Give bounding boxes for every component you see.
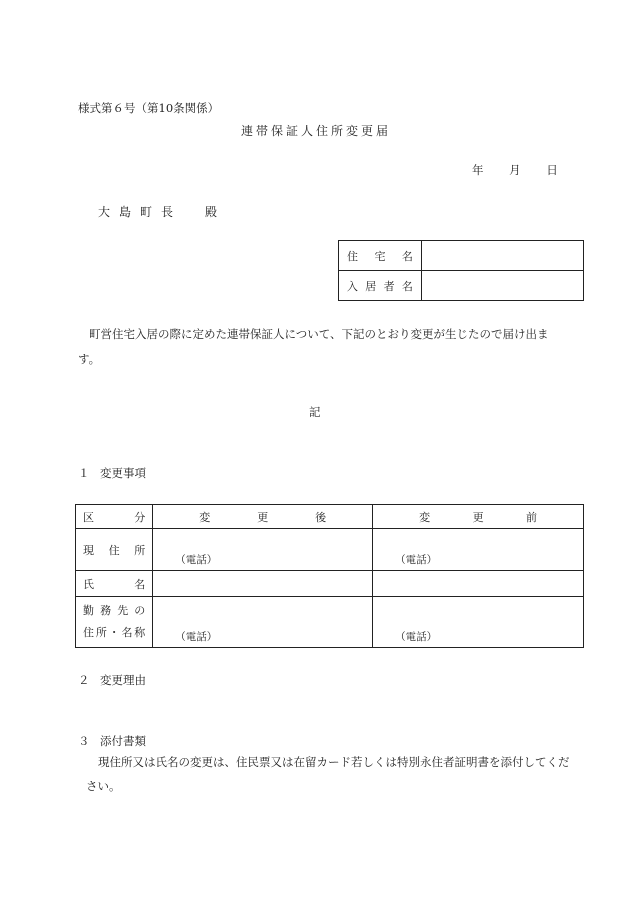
body-text: 町営住宅入居の際に定めた連帯保証人について、下記のとおり変更が生じたので届け出ます。 [78, 327, 549, 366]
workplace-label-line1: 勤 務 先 の [83, 604, 146, 617]
header-before: 変 更 前 [419, 510, 537, 524]
workplace-label-line2: 住 所 ・ 名 称 [83, 626, 146, 639]
address-label-cell [76, 529, 153, 571]
occupant-label: 入 居 者 名 [347, 279, 413, 293]
section-3-number: ３ [78, 734, 90, 748]
occupant-value-cell[interactable] [421, 271, 583, 301]
occupant-label-cell [339, 271, 422, 301]
housing-row [339, 241, 584, 271]
workplace-after-cell[interactable] [153, 597, 373, 648]
header-before-cell [373, 505, 584, 529]
workplace-before-cell[interactable] [373, 597, 584, 648]
section-3-title: 添付書類 [100, 734, 146, 748]
document-title: 連帯保証人住所変更届 [241, 124, 392, 138]
ki-heading: 記 [309, 405, 321, 419]
section-2-title: 変更理由 [100, 673, 146, 687]
section-1-title: 変更事項 [100, 466, 146, 480]
name-after-cell[interactable] [153, 571, 373, 597]
name-label: 氏 名 [83, 577, 146, 591]
housing-label-cell [339, 241, 422, 271]
name-before-cell[interactable] [373, 571, 584, 597]
header-after-cell [153, 505, 373, 529]
section-2-heading [78, 672, 146, 688]
date-month-label: 月 [509, 163, 521, 177]
address-after-phone: （電話） [175, 554, 218, 566]
addressee-name: 大島町長 [98, 205, 183, 219]
section-3-heading [78, 733, 146, 749]
workplace-after-phone: （電話） [175, 631, 218, 643]
header-category-cell [76, 505, 153, 529]
change-table [75, 504, 584, 648]
resident-table [338, 240, 584, 301]
name-row [76, 571, 584, 597]
section-2-number: ２ [78, 673, 90, 687]
change-table-header-row [76, 505, 584, 529]
workplace-label [76, 600, 152, 644]
housing-label: 住 宅 名 [347, 249, 413, 263]
name-label-cell [76, 571, 153, 597]
workplace-label-cell [76, 597, 153, 648]
workplace-row [76, 597, 584, 648]
addressee-suffix: 殿 [205, 205, 218, 219]
address-row [76, 529, 584, 571]
header-category: 区 分 [83, 510, 146, 524]
date-year-label: 年 [472, 163, 484, 177]
date-line [472, 162, 558, 178]
form-number: 様式第６号（第10条関係） [78, 101, 220, 115]
housing-value-cell[interactable] [421, 241, 583, 271]
date-day-label: 日 [546, 163, 558, 177]
section-1-number: １ [78, 466, 90, 480]
workplace-before-phone: （電話） [395, 631, 438, 643]
address-label: 現 住 所 [83, 543, 146, 557]
section-3-text: 現住所又は氏名の変更は、住民票又は在留カード若しくは特別永住者証明書を添付してください。 [86, 755, 570, 793]
occupant-row [339, 271, 584, 301]
header-after: 変 更 後 [199, 510, 327, 524]
address-before-phone: （電話） [395, 554, 438, 566]
address-after-cell[interactable] [153, 529, 373, 571]
section-1-heading [78, 465, 146, 481]
address-before-cell[interactable] [373, 529, 584, 571]
